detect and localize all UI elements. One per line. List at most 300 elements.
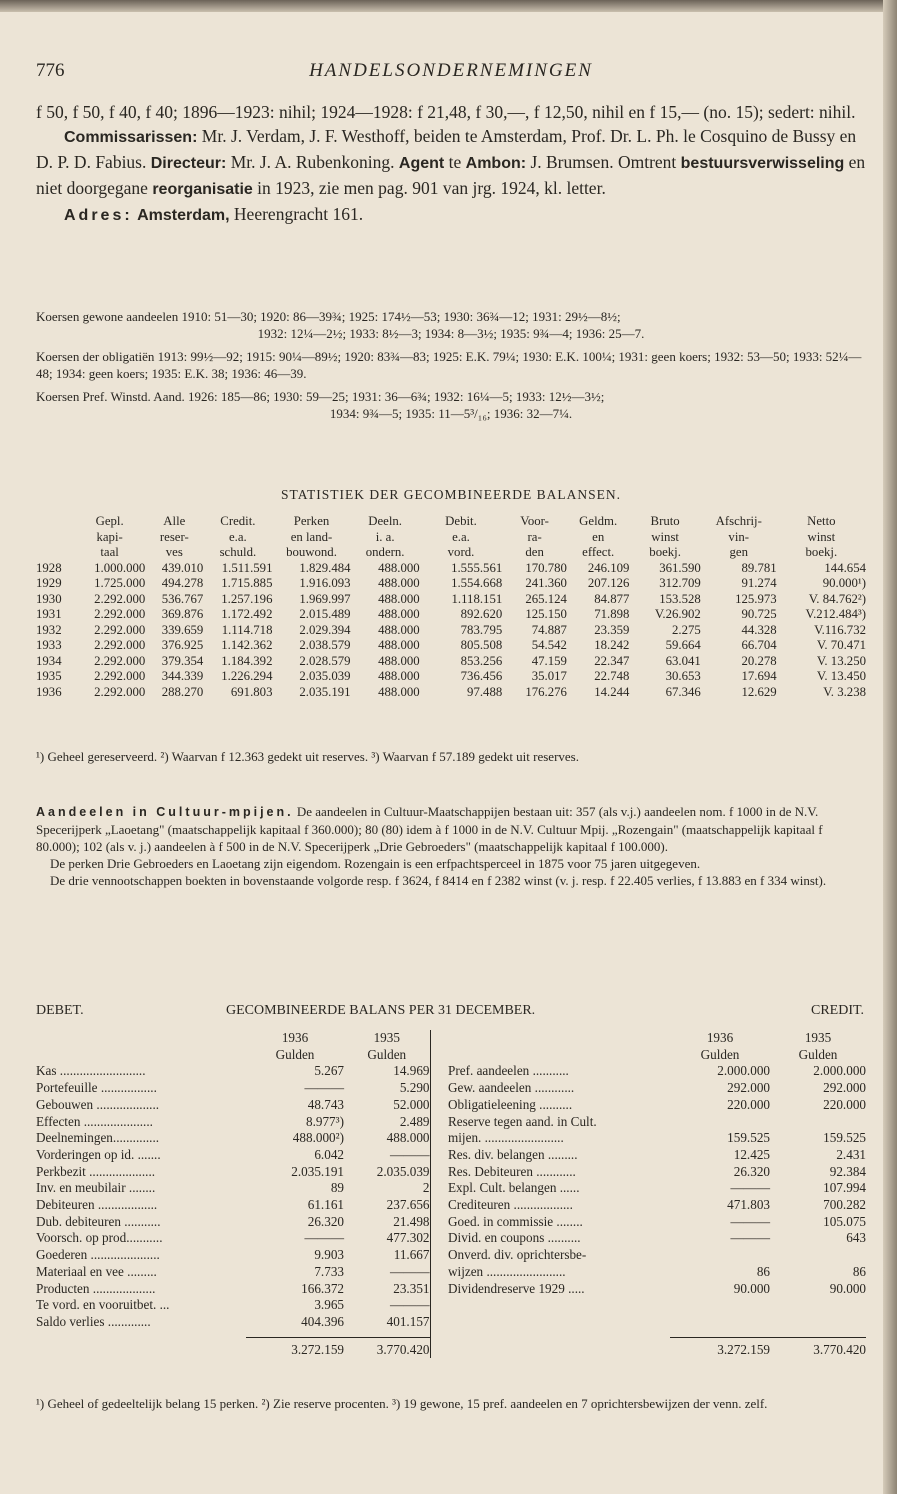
value-cell: 805.508	[460, 638, 503, 652]
year-cell: 1931	[36, 607, 62, 621]
unit-label: Gulden	[367, 1046, 407, 1062]
year-cell: 1930	[36, 591, 62, 606]
debet-item: Producten ...................	[36, 1280, 156, 1296]
value-cell: 170.780	[525, 560, 567, 575]
debet-1936: 48.743	[307, 1096, 344, 1112]
statistiek-header-cell: reser-	[159, 529, 189, 544]
divider	[430, 1264, 448, 1281]
value-cell: 2.029.394	[299, 622, 351, 637]
debet-1935: 52.000	[393, 1096, 430, 1112]
statistiek-body	[36, 561, 866, 701]
value-cell: 1.114.718	[221, 622, 273, 637]
koersen-section	[36, 308, 866, 428]
statistiek-header-cell: Debit.	[445, 514, 477, 528]
value-cell: V.26.902	[654, 607, 701, 621]
statistiek-header-cell: bouwond.	[286, 545, 337, 559]
value-cell: 153.528	[659, 591, 701, 606]
koersen-gewone	[36, 308, 866, 342]
koersen-gewone-2: 1932: 12¼—2½; 1933: 8½—3; 1934: 8—3½; 1935: 9¾—4; 1936: 25—7.	[257, 326, 645, 341]
value-cell: 488.000	[378, 669, 420, 683]
value-cell: 361.590	[659, 560, 701, 575]
debet-1935: 477.302	[386, 1230, 430, 1246]
value-cell: 66.704	[741, 638, 777, 652]
credit-item: mijen. ........................	[448, 1130, 564, 1146]
value-cell: 2.275	[672, 622, 701, 637]
debet-item: Effecten .....................	[36, 1113, 153, 1129]
divider	[430, 1197, 448, 1214]
value-cell: 1.184.392	[221, 653, 273, 668]
value-cell: 488.000	[378, 576, 420, 590]
value-cell: 23.359	[594, 622, 630, 637]
spacer-cell	[448, 1047, 670, 1064]
value-cell: 488.000	[378, 622, 420, 637]
value-cell: 30.653	[665, 669, 701, 683]
credit-item: Res. div. belangen .........	[448, 1146, 578, 1162]
value-cell: 439.010	[161, 560, 204, 575]
credit-1936: ———	[730, 1180, 770, 1196]
credit-item: Divid. en coupons ..........	[448, 1230, 581, 1246]
value-cell: 90.000¹)	[822, 576, 866, 590]
reorganisatie-label: reorganisatie	[152, 181, 253, 198]
debet-1936: 5.267	[314, 1063, 344, 1079]
credit-1935: 2.000.000	[813, 1063, 866, 1079]
credit-item: Gew. aandeelen ............	[448, 1080, 575, 1096]
statistiek-header-cell	[36, 530, 74, 546]
total-debet-1935: 3.770.420	[344, 1337, 430, 1358]
value-cell: 536.767	[161, 591, 204, 606]
statistiek-header-cell: vord.	[447, 545, 475, 559]
balans-footnote	[36, 1395, 866, 1412]
debet-1935: 401.157	[386, 1313, 430, 1329]
value-cell: 853.256	[460, 653, 503, 668]
credit-1935	[770, 1114, 866, 1131]
statistiek-header-cell: Perken	[293, 514, 330, 528]
credit-1936: 2.000.000	[717, 1063, 770, 1079]
divider	[430, 1030, 448, 1047]
divider	[430, 1247, 448, 1264]
divider	[430, 1147, 448, 1164]
value-cell: V. 70.471	[816, 638, 866, 652]
value-cell: V. 13.250	[816, 653, 866, 668]
value-cell: 265.124	[525, 591, 567, 606]
empty-cell	[770, 1297, 866, 1314]
debet-1935: 2.489	[399, 1113, 430, 1129]
value-cell: 2.028.579	[299, 653, 351, 668]
value-cell: 2.292.000	[94, 638, 146, 652]
value-cell: 74.887	[531, 622, 567, 637]
total-credit-1936: 3.272.159	[670, 1337, 770, 1358]
spacer-cell	[36, 1047, 246, 1064]
year-cell: 1934	[36, 653, 62, 668]
value-cell: 488.000	[378, 684, 420, 699]
credit-label: CREDIT.	[810, 1003, 864, 1018]
value-cell: 17.694	[741, 669, 777, 683]
value-cell: 144.654	[824, 560, 866, 575]
debet-1935: ———	[389, 1263, 430, 1279]
statistiek-title: STATISTIEK DER GECOMBINEERDE BALANSEN.	[281, 487, 621, 502]
empty-cell	[670, 1314, 770, 1331]
value-cell: 59.664	[665, 638, 701, 652]
debet-item: Deelnemingen..............	[36, 1130, 160, 1146]
debet-item: Perkbezit ....................	[36, 1163, 156, 1179]
statistiek-row	[36, 607, 866, 623]
value-cell: 71.898	[594, 607, 630, 621]
balans-heading	[36, 1003, 866, 1023]
credit-1936: 292.000	[727, 1080, 770, 1096]
balans-year-row	[36, 1030, 866, 1047]
value-cell: 2.292.000	[94, 591, 146, 606]
debet-1936: 3.965	[314, 1297, 344, 1313]
value-cell: 2.292.000	[94, 684, 146, 699]
aandeelen-p1-text: De aandeelen in Cultuur-Maatschappijen bestaan uit: 357 (als v.j.) aandeelen nom. f 1000 in de N.V. Specerijperk „Laoetang" (maatschappelijk kapitaal f 360.000); 80 (80) idem à f 1000 in de N.V. Cultuur Mpij. „Rozengain" (maatschappelijk kapitaal f 80.000); 102 (als v. j.) aandeelen à f 500 in de N.V. Specerijperk „Drie Gebroeders" (maatschappelijk kapitaal f 100.000).	[36, 804, 823, 854]
debet-item: Inv. en meubilair ........	[36, 1180, 156, 1196]
year-cell: 1928	[36, 560, 62, 575]
value-cell: 1.511.591	[221, 560, 273, 575]
value-cell: 488.000	[378, 638, 420, 652]
value-cell: 97.488	[467, 684, 503, 699]
statistiek-header-cell: Deeln.	[368, 514, 402, 528]
debet-item: Vorderingen op id. .......	[36, 1146, 161, 1162]
value-cell: 376.925	[161, 638, 204, 652]
value-cell: 2.292.000	[94, 653, 146, 668]
value-cell: 89.781	[741, 560, 777, 575]
divider	[430, 1314, 448, 1331]
divider	[430, 1130, 448, 1147]
page-header	[36, 60, 866, 88]
aandeelen-p1	[36, 803, 866, 855]
value-cell: 1.969.997	[299, 591, 351, 606]
balans-row	[36, 1214, 866, 1231]
statistiek-header-cell: den	[525, 545, 544, 559]
value-cell: 2.035.039	[299, 669, 351, 683]
statistiek-header-cell: en land-	[290, 529, 333, 544]
statistiek-header-cell: schuld.	[219, 545, 257, 559]
debet-1936: 7.733	[314, 1263, 344, 1279]
divider	[430, 1047, 448, 1064]
value-cell: 2.035.191	[299, 684, 351, 699]
statistiek-header-cell: Credit.	[220, 514, 256, 528]
statistiek-header-cell: en	[592, 529, 605, 544]
statistiek-row	[36, 561, 866, 577]
divider	[430, 1080, 448, 1097]
credit-1935: 86	[852, 1263, 866, 1279]
debet-item: Debiteuren ..................	[36, 1197, 158, 1213]
statistiek-header-cell: gen	[729, 545, 748, 559]
spacer-cell	[36, 1337, 246, 1358]
value-cell: 783.795	[460, 622, 503, 637]
credit-1935: 107.994	[823, 1180, 866, 1196]
running-title: HANDELSONDERNEMINGEN	[309, 60, 593, 81]
credit-item: Reserve tegen aand. in Cult.	[448, 1113, 597, 1129]
debet-1936: 404.396	[301, 1313, 344, 1329]
koersen-gewone-1: Koersen gewone aandeelen 1910: 51—30; 1920: 86—39¾; 1925: 174½—53; 1930: 36¾—12; 1931: 29½—8½;	[36, 309, 621, 324]
debet-item: Materiaal en vee .........	[36, 1263, 157, 1279]
statistiek-row	[36, 685, 866, 701]
koersen-pref-2: 1934: 9¾—5; 1935: 11—5³/₁₆; 1936: 32—7¼.	[329, 406, 573, 421]
balans-row	[36, 1063, 866, 1080]
value-cell: 22.748	[594, 669, 630, 683]
balans-total-row	[36, 1337, 866, 1358]
statistiek-header-cell	[36, 545, 74, 561]
value-cell: 488.000	[378, 560, 420, 575]
credit-item: Onverd. div. oprichtersbe-	[448, 1247, 587, 1263]
value-cell: 2.292.000	[94, 622, 146, 637]
debet-item: Saldo verlies .............	[36, 1313, 151, 1329]
commissarissen-text: Mr. J. Verdam, J. F. Westhoff, beiden te Amsterdam, Prof. Dr. L. Ph. le Cosquino de Bussy en D. P. D. Fabius.	[36, 126, 857, 172]
value-cell: 246.109	[587, 560, 630, 575]
debet-item: Voorsch. op prod...........	[36, 1230, 163, 1246]
value-cell: 12.629	[741, 684, 777, 699]
debet-item: Portefeuille .................	[36, 1080, 157, 1096]
credit-item: Res. Debiteuren ............	[448, 1163, 576, 1179]
credit-1935: 105.075	[823, 1213, 866, 1229]
debet-1935: 21.498	[393, 1213, 430, 1229]
credit-1935: 220.000	[823, 1096, 866, 1112]
statistiek-header-cell: Netto	[807, 514, 836, 528]
debet-1935: 14.969	[393, 1063, 430, 1079]
statistiek-header-cell: e.a.	[452, 529, 470, 544]
balans-row	[36, 1164, 866, 1181]
statistiek-header	[36, 514, 866, 561]
koersen-obligatien: Koersen der obligatiën 1913: 99½—92; 1915: 90¼—89½; 1920: 83¾—83; 1925: E.K. 79¼; 1930: E.K. 100¼; 1931: geen koers; 1932: 53—50; 1933: 52¼—48; 1934: geen koers; 1935: E.K. 38; 1936: 46—39.	[36, 349, 862, 381]
spacer-cell	[448, 1337, 670, 1358]
divider	[430, 1097, 448, 1114]
value-cell: 22.347	[594, 653, 630, 668]
address-line	[36, 202, 866, 228]
koersen-pref	[36, 388, 866, 422]
aandeelen-section	[36, 803, 866, 889]
value-cell: 63.041	[665, 653, 701, 668]
empty-cell	[770, 1314, 866, 1331]
unit-label: Gulden	[798, 1046, 838, 1062]
balans-row	[36, 1180, 866, 1197]
statistiek-header-cell: Gepl.	[95, 514, 124, 528]
statistiek-header-cell: taal	[100, 545, 119, 559]
divider	[430, 1164, 448, 1181]
value-cell: 241.360	[525, 576, 567, 590]
divider	[430, 1297, 448, 1314]
debet-1935: 488.000	[386, 1130, 430, 1146]
aandeelen-p3: De drie vennootschappen boekten in bovenstaande volgorde resp. f 3624, f 8414 en f 2382 winst (v. j. resp. f 22.405 verlies, f 13.883 en f 334 winst).	[50, 873, 827, 888]
value-cell: 1.916.093	[299, 576, 351, 590]
statistiek-header-cell: vin-	[728, 529, 750, 544]
divider	[430, 1230, 448, 1247]
credit-1936: 86	[756, 1263, 770, 1279]
value-cell: 2.015.489	[299, 607, 351, 621]
value-cell: 379.354	[161, 653, 204, 668]
value-cell: 125.973	[735, 591, 777, 606]
debet-item: Te vord. en vooruitbet. ...	[36, 1297, 170, 1313]
debet-1936: ———	[304, 1230, 344, 1246]
value-cell: 90.725	[741, 607, 777, 621]
debet-1936: ———	[304, 1080, 344, 1096]
empty-cell	[448, 1297, 670, 1314]
statistiek-header-cell: i. a.	[375, 529, 395, 544]
value-cell: 14.244	[594, 684, 630, 699]
credit-item: Obligatieleening ..........	[448, 1096, 573, 1112]
debet-1936: 89	[330, 1180, 344, 1196]
adres-label: Adres:	[64, 207, 133, 224]
credit-1936: 26.320	[733, 1163, 770, 1179]
credit-item: Crediteuren ..................	[448, 1197, 573, 1213]
credit-1936	[670, 1114, 770, 1131]
debet-1935: 2.035.039	[376, 1163, 430, 1179]
debet-1935: 11.667	[393, 1247, 430, 1263]
credit-1935: 2.431	[836, 1146, 866, 1162]
statistiek-row	[36, 592, 866, 608]
commissarissen-label: Commissarissen:	[64, 129, 198, 146]
statistiek-header-cell: Geldm.	[579, 514, 618, 528]
credit-1935: 159.525	[823, 1130, 866, 1146]
debet-item: Kas ..........................	[36, 1063, 146, 1079]
total-debet-1936: 3.272.159	[246, 1337, 344, 1358]
credit-1936	[670, 1247, 770, 1264]
value-cell: 312.709	[659, 576, 701, 590]
value-cell: 1.142.362	[221, 638, 273, 652]
directeur-text: Mr. J. A. Rubenkoning.	[226, 152, 399, 172]
statistiek-header-cell	[36, 514, 74, 530]
dividend-history: f 50, f 50, f 40, f 40; 1896—1923: nihil; 1924—1928: f 21,48, f 30,—, f 12,50, nihil en f 15,— (no. 15); sedert: nihil.	[36, 102, 856, 122]
scan-edge-right	[883, 0, 897, 1494]
credit-1936: ———	[730, 1213, 770, 1229]
credit-1936: 159.525	[727, 1130, 770, 1146]
statistiek-header-cell: Afschrij-	[715, 514, 762, 528]
balans-row	[36, 1247, 866, 1264]
balans-footnote-text: ¹) Geheel of gedeeltelijk belang 15 perken. ²) Zie reserve procenten. ³) 19 gewone, 15 pref. aandeelen en 7 oprichtersbewijzen der venn. zelf.	[36, 1396, 768, 1411]
debet-1936: 61.161	[307, 1197, 344, 1213]
value-cell: V.116.732	[814, 622, 866, 637]
unit-label: Gulden	[700, 1046, 740, 1062]
page-number: 776	[36, 60, 65, 81]
statistiek-footnote-text: ¹) Geheel gereserveerd. ²) Waarvan f 12.363 gedekt uit reserves. ³) Waarvan f 57.189 gedekt uit reserves.	[36, 749, 579, 764]
scan-edge-top	[0, 0, 897, 12]
credit-1935: 700.282	[823, 1197, 866, 1213]
value-cell: V. 3.238	[823, 684, 866, 699]
divider	[430, 1214, 448, 1231]
value-cell: V. 84.762²)	[808, 591, 866, 606]
statistiek-header-cell: ondern.	[365, 545, 405, 559]
credit-1935	[770, 1247, 866, 1264]
value-cell: 1.000.000	[94, 560, 146, 575]
year-cell: 1936	[36, 684, 62, 699]
debet-1935: 237.656	[386, 1197, 430, 1213]
value-cell: 288.270	[161, 684, 204, 699]
value-cell: 1.118.151	[451, 591, 503, 606]
value-cell: 47.159	[531, 653, 567, 668]
statistiek-header-cell: ves	[165, 545, 183, 559]
credit-1936: 220.000	[727, 1096, 770, 1112]
value-cell: 369.876	[161, 607, 204, 621]
statistiek-header-cell: boekj.	[649, 545, 681, 559]
value-cell: 67.346	[665, 684, 701, 699]
divider	[430, 1281, 448, 1298]
value-cell: 488.000	[378, 591, 420, 606]
year-cell: 1933	[36, 638, 62, 652]
credit-1936: 90.000	[733, 1280, 770, 1296]
credit-1936: 471.803	[727, 1197, 770, 1213]
management-paragraph	[36, 124, 866, 202]
debet-item: Dub. debiteuren ...........	[36, 1213, 161, 1229]
value-cell: 1.725.000	[94, 576, 146, 590]
debet-1936: 488.000²)	[292, 1130, 344, 1146]
balans-row	[36, 1197, 866, 1214]
debet-1935: 2	[422, 1180, 430, 1196]
value-cell: 691.803	[230, 684, 273, 699]
balans-row	[36, 1281, 866, 1298]
aandeelen-p2: De perken Drie Gebroeders en Laoetang zijn eigendom. Rozengain is een erfpachtsperceel in 1875 voor 75 jaren uitgegeven.	[50, 856, 701, 871]
statistiek-header-cell: kapi-	[96, 529, 123, 544]
statistiek-header-cell: winst	[651, 529, 679, 544]
value-cell: 2.038.579	[299, 638, 351, 652]
unit-label: Gulden	[275, 1046, 315, 1062]
statistiek-header-cell: winst	[807, 529, 836, 544]
year-cell: 1932	[36, 622, 62, 637]
balans-row	[36, 1314, 866, 1331]
value-cell: 84.877	[594, 591, 630, 606]
balans-row	[36, 1097, 866, 1114]
spacer-cell	[36, 1030, 246, 1047]
value-cell: 1.555.561	[451, 560, 503, 575]
value-cell: 18.242	[594, 638, 630, 652]
balans-title: GECOMBINEERDE BALANS PER 31 DECEMBER.	[226, 1003, 536, 1018]
credit-item: Pref. aandeelen ...........	[448, 1063, 569, 1079]
statistiek-row	[36, 654, 866, 670]
credit-1936: 12.425	[733, 1146, 770, 1162]
aandeelen-label: Aandeelen in Cultuur-mpijen.	[36, 805, 294, 819]
balans-row	[36, 1130, 866, 1147]
statistiek-header-row	[36, 530, 866, 546]
statistiek-row	[36, 576, 866, 592]
value-cell: 892.620	[460, 607, 503, 621]
statistiek-table	[36, 514, 866, 700]
debet-item: Gebouwen ...................	[36, 1096, 160, 1112]
value-cell: 1.172.492	[221, 607, 273, 621]
credit-1935: 92.384	[829, 1163, 866, 1179]
koersen-pref-1: Koersen Pref. Winstd. Aand. 1926: 185—86; 1930: 59—25; 1931: 36—6¾; 1932: 16¼—5; 1933: 12½—3½;	[36, 389, 605, 404]
value-cell: 207.126	[587, 576, 630, 590]
statistiek-header-cell: Bruto	[650, 514, 680, 528]
balans-row	[36, 1147, 866, 1164]
balans-body	[36, 1030, 866, 1358]
value-cell: 35.017	[531, 669, 567, 683]
statistiek-header-cell: Alle	[163, 514, 186, 528]
credit-item: wijzen ........................	[448, 1263, 566, 1279]
value-cell: 44.328	[741, 622, 777, 637]
value-cell: V. 13.450	[816, 669, 866, 683]
statistiek-row	[36, 638, 866, 654]
credit-1935: 90.000	[829, 1280, 866, 1296]
adres-text: Heerengracht 161.	[229, 204, 364, 224]
year-1935: 1935	[804, 1030, 832, 1045]
debet-label: DEBET.	[36, 1003, 84, 1018]
value-cell: 344.339	[161, 669, 204, 683]
empty-cell	[448, 1314, 670, 1331]
bestuur-text: en niet doorgegane	[36, 152, 866, 198]
agent-place: Ambon:	[465, 155, 527, 172]
divider	[430, 1337, 448, 1358]
adres-city: Amsterdam,	[137, 207, 230, 224]
divider	[430, 1063, 448, 1080]
year-1936: 1936	[706, 1030, 734, 1045]
statistiek-footnote	[36, 748, 866, 765]
year-1935: 1935	[373, 1030, 400, 1045]
statistiek-header-row	[36, 545, 866, 561]
reorganisatie-text: in 1923, zie men pag. 901 van jrg. 1924, kl. letter.	[252, 178, 606, 198]
debet-1936: 6.042	[314, 1146, 344, 1162]
value-cell: 54.542	[531, 638, 567, 652]
value-cell: 1.257.196	[221, 591, 273, 606]
value-cell: 488.000	[378, 653, 420, 668]
